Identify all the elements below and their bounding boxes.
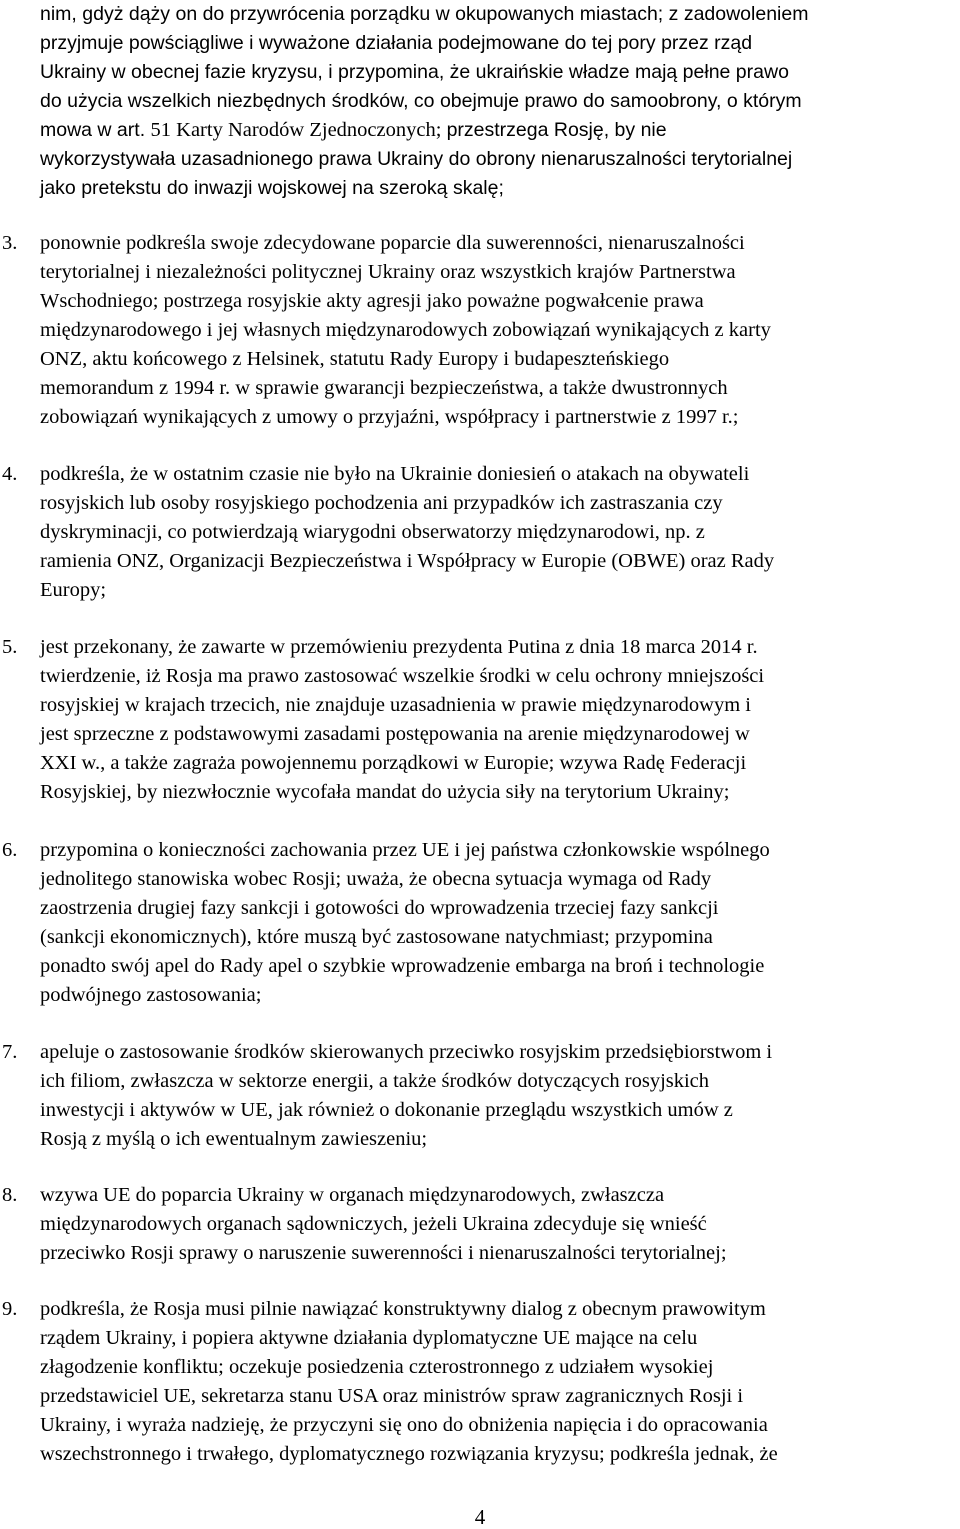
list-item-number: 7. (2, 1041, 18, 1063)
intro-text-sans-tail: przestrzega Rosję, by nie wykorzystywała uzasadnionego prawa Ukrainy do obrony nienaruszalności terytorialnej jako pretekstu do inwazji wojskowej na szeroką skalę; (40, 119, 793, 199)
intro-paragraph (40, 0, 956, 203)
intro-text-sans: nim, gdyż dąży on do przywrócenia porządku w okupowanych miastach; z zadowoleniem przyjmuje powściągliwe i wyważone działania podejmowane do tej pory przez rząd Ukrainy w obecnej fazie kryzysu, i przypomina, że ukraińskie władze mają pełne prawo do użycia wszelkich niezbędnych środków, co obejmuje prawo do samoobrony, o którym mowa w art. (40, 3, 809, 141)
list-item-text: podkreśla, że Rosja musi pilnie nawiązać konstruktywny dialog z obecnym prawowitym rządem Ukrainy, i popiera aktywne działania dyplomatyczne UE mające na celu złagodzenie konfliktu; oczekuje posiedzenia czterostronnego z udziałem wysokiej przedstawiciel UE, sekretarza stanu USA oraz ministrów spraw zagranicznych Rosji i Ukrainy, i wyraża nadzieję, że przyczyni się ono do obniżenia napięcia i do opracowania wszechstronnego i trwałego, dyplomatycznego rozwiązania kryzysu; podkreśla jednak, że (40, 1298, 778, 1465)
list-item-number: 4. (2, 463, 18, 485)
list-item-text: ponownie podkreśla swoje zdecydowane poparcie dla suwerenności, nienaruszalności terytorialnej i niezależności politycznej Ukrainy oraz wszystkich krajów Partnerstwa Wschodniego; postrzega rosyjskie akty agresji jako poważne pogwałcenie prawa międzynarodowego i jej własnych międzynarodowych zobowiązań wynikających z karty ONZ, aktu końcowego z Helsinek, statutu Rady Europy i budapeszteńskiego memorandum z 1994 r. w sprawie gwarancji bezpieczeństwa, a także dwustronnych zobowiązań wynikających z umowy o przyjaźni, współpracy i partnerstwie z 1997 r.; (40, 232, 771, 428)
list-item-number: 9. (2, 1298, 18, 1320)
list-item-text: jest przekonany, że zawarte w przemówieniu prezydenta Putina z dnia 18 marca 2014 r. twierdzenie, iż Rosja ma prawo zastosować wszelkie środki w celu ochrony mniejszości rosyjskiej w krajach trzecich, nie znajduje uzasadnienia w prawie międzynarodowym i jest sprzeczne z podstawowymi zasadami postępowania na arenie międzynarodowej w XXI w., a także zagraża powojennemu porządkowi w Europie; wzywa Radę Federacji Rosyjskiej, by niezwłocznie wycofała mandat do użycia siły na terytorium Ukrainy; (40, 636, 765, 803)
intro-text-serif: 51 Karty Narodów Zjednoczonych; (150, 119, 447, 141)
list-item-text: podkreśla, że w ostatnim czasie nie było na Ukrainie doniesień o atakach na obywateli rosyjskich lub osoby rosyjskiego pochodzenia ani przypadków ich zastraszania czy dyskryminacji, co potwierdzają wiarygodni obserwatorzy międzynarodowi, np. z ramienia ONZ, Organizacji Bezpieczeństwa i Współpracy w Europie (OBWE) oraz Rady Europy; (40, 463, 775, 601)
page-number: 4 (474, 1505, 486, 1529)
list-item-text: wzywa UE do poparcia Ukrainy w organach międzynarodowych, zwłaszcza międzynarodowych organach sądowniczych, jeżeli Ukraina zdecyduje się wnieść przeciwko Rosji sprawy o naruszenie suwerenności i nienaruszalności terytorialnej; (40, 1184, 727, 1264)
list-item-number: 6. (2, 839, 18, 861)
list-item-number: 5. (2, 636, 18, 658)
list-item-number: 8. (2, 1184, 18, 1206)
list-item-number: 3. (2, 232, 18, 254)
list-item-text: przypomina o konieczności zachowania przez UE i jej państwa członkowskie wspólnego jednolitego stanowiska wobec Rosji; uważa, że obecna sytuacja wymaga od Rady zaostrzenia drugiej fazy sankcji i gotowości do wprowadzenia trzeciej fazy sankcji (sankcji ekonomicznych), które muszą być zastosowane natychmiast; przypomina ponadto swój apel do Rady apel o szybkie wprowadzenie embarga na broń i technologie podwójnego zastosowania; (40, 839, 770, 1006)
list-item-text: apeluje o zastosowanie środków skierowanych przeciwko rosyjskim przedsiębiorstwom i ich filiom, zwłaszcza w sektorze energii, a także środków dotyczących rosyjskich inwestycji i aktywów w UE, jak również o dokonanie przeglądu wszystkich umów z Rosją z myślą o ich ewentualnym zawieszeniu; (40, 1041, 773, 1150)
